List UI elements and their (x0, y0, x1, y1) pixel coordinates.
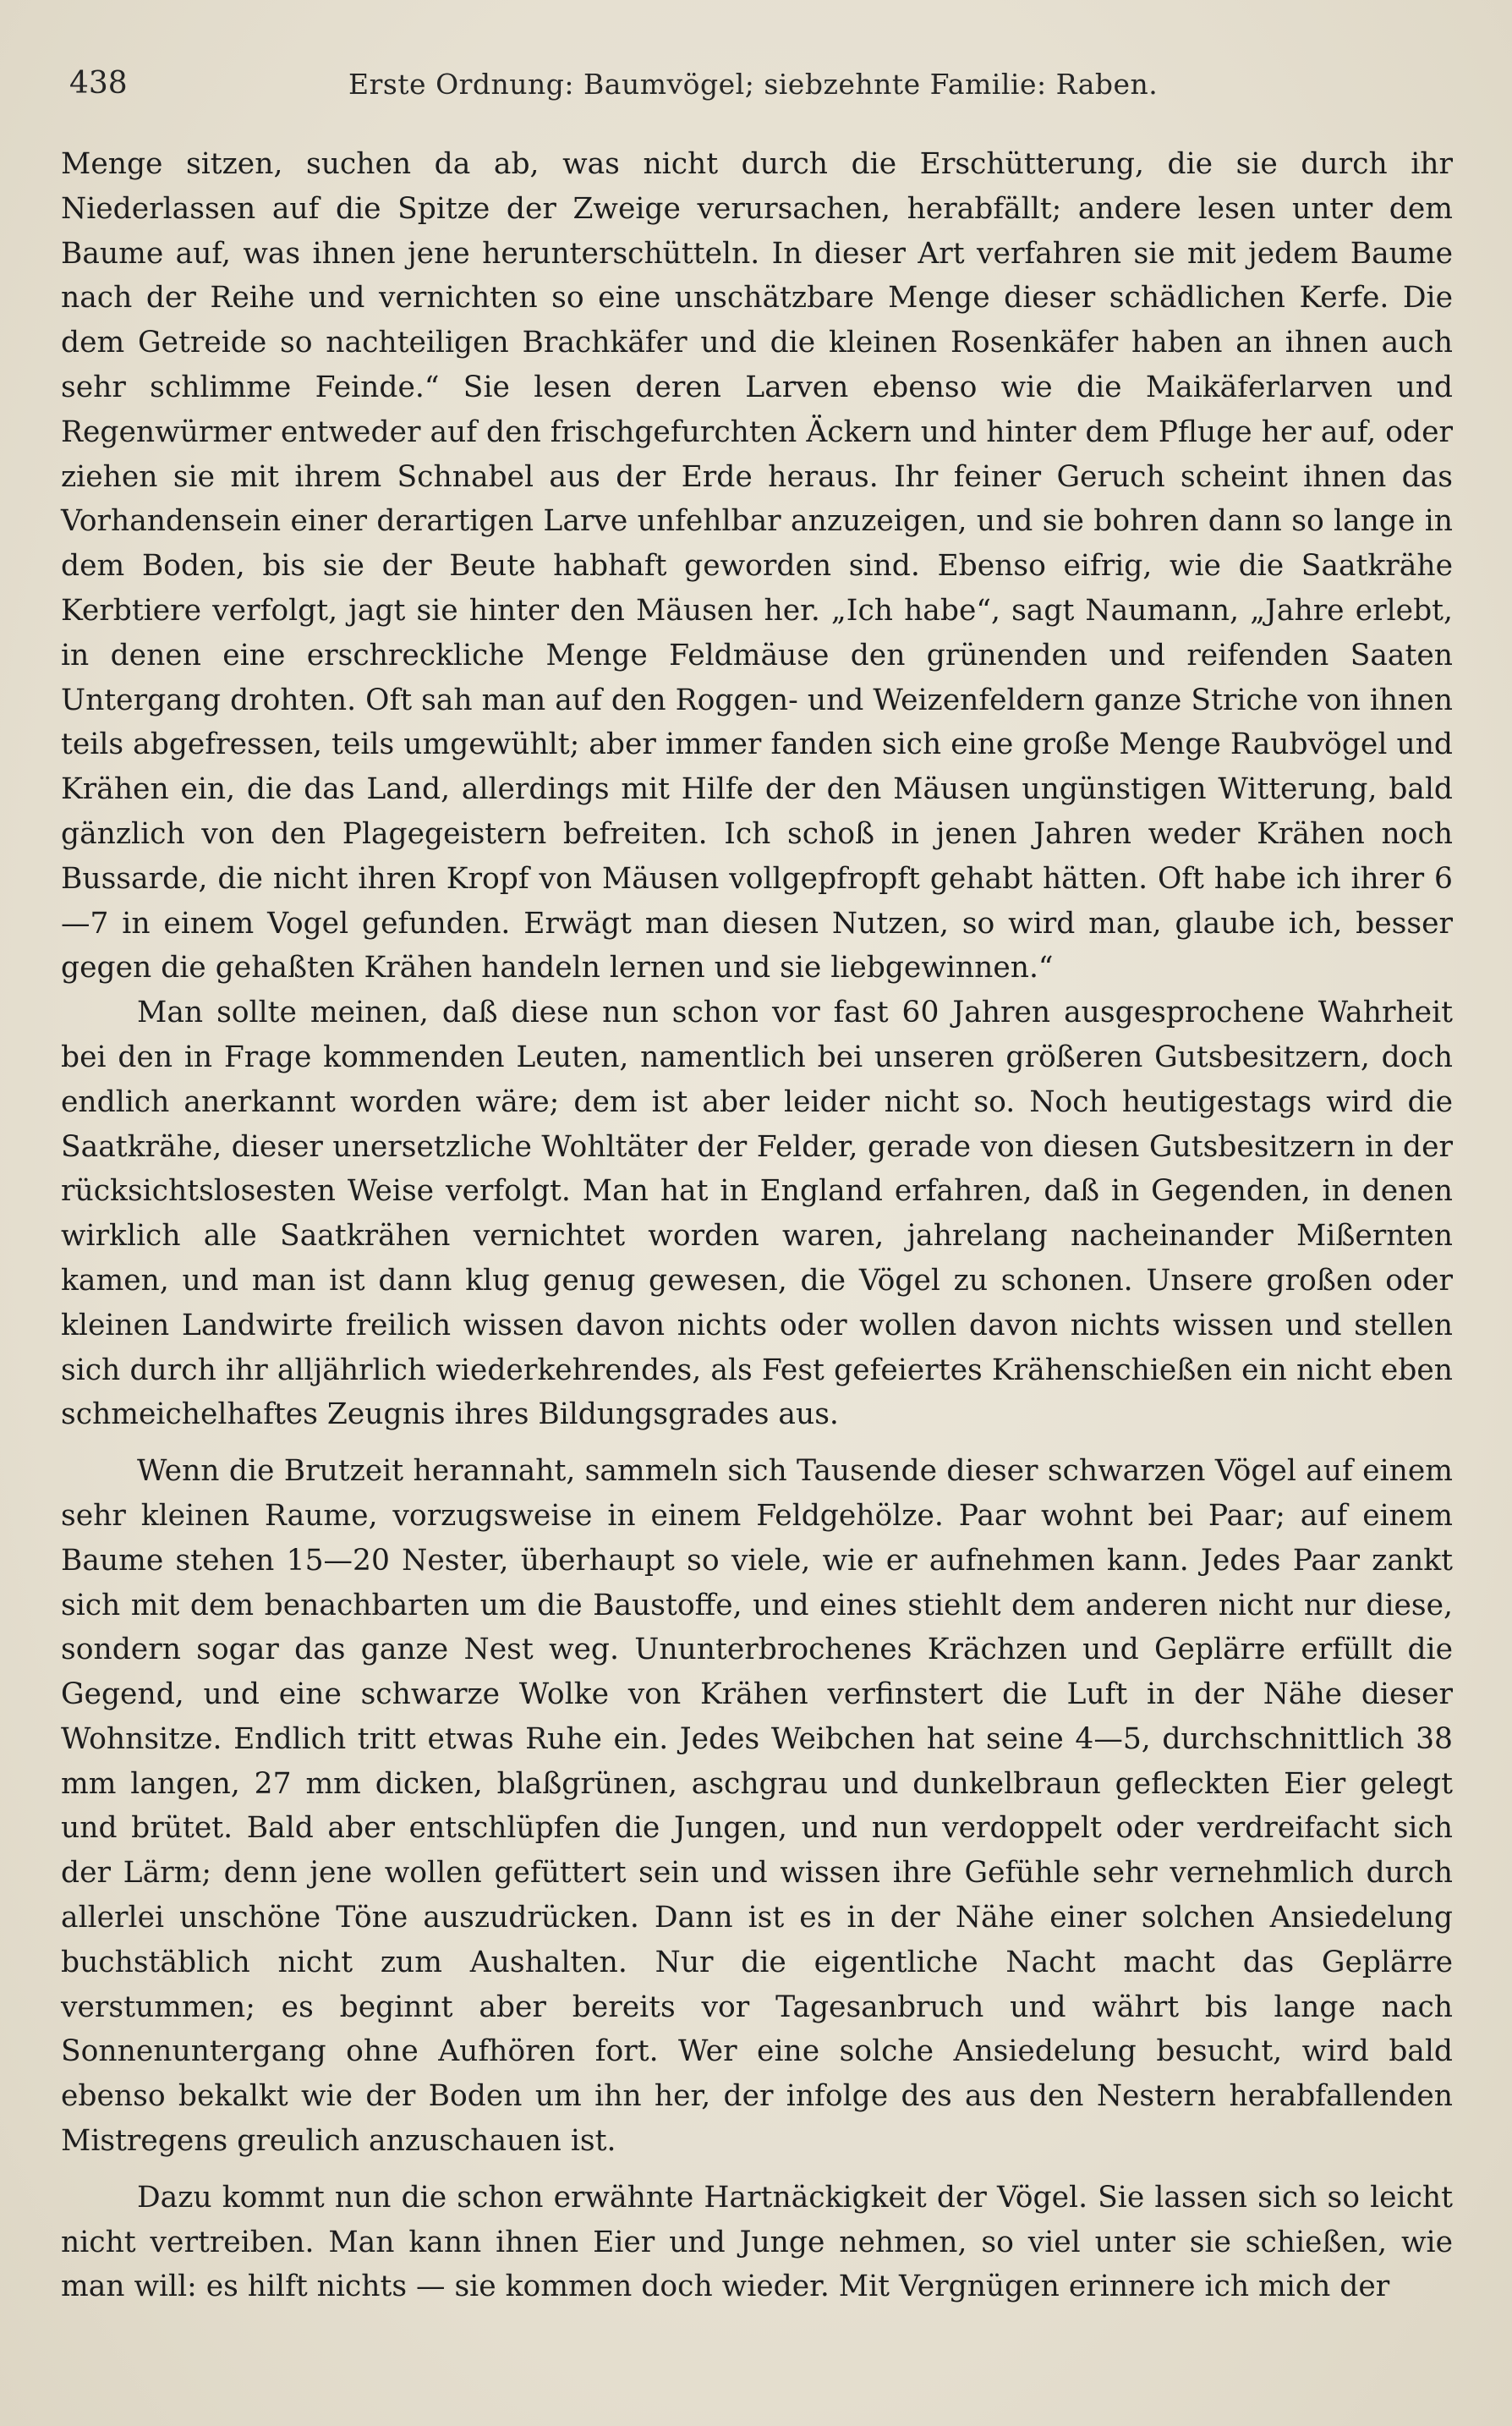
body-text (61, 142, 1453, 2309)
paragraph: Dazu kommt nun die schon erwähnte Hartnäckigkeit der Vögel. Sie lassen sich so leicht nicht vertreiben. Man kann ihnen Eier und Junge nehmen, so viel unter sie schießen, wie man will: es hilft nichts — sie kommen doch wieder. Mit Vergnügen erinnere ich mich der (61, 2180, 1453, 2304)
paragraph: Man sollte meinen, daß diese nun schon vor fast 60 Jahren ausgesprochene Wahrheit bei den in Frage kommenden Leuten, namentlich bei unseren größeren Gutsbesitzern, doch endlich anerkannt worden wäre; dem ist aber leider nicht so. Noch heutigestags wird die Saatkrähe, dieser unersetzliche Wohltäter der Felder, gerade von diesen Gutsbesitzern in der rücksichtslosesten Weise verfolgt. Man hat in England erfahren, daß in Gegenden, in denen wirklich alle Saatkrähen vernichtet worden waren, jahrelang nacheinander Mißernten kamen, und man ist dann klug genug gewesen, die Vögel zu schonen. Unsere großen oder kleinen Landwirte freilich wissen davon nichts oder wollen davon nichts wissen und stellen sich durch ihr alljährlich wiederkehrendes, als Fest gefeiertes Krähenschießen ein nicht eben schmeichelhaftes Zeugnis ihres Bildungsgrades aus. (61, 996, 1453, 1432)
page-header (69, 66, 1448, 117)
page-number: 438 (69, 66, 128, 101)
paragraph: Wenn die Brutzeit herannaht, sammeln sich Tausende dieser schwarzen Vögel auf einem sehr kleinen Raume, vorzugsweise in einem Feldgehölze. Paar wohnt bei Paar; auf einem Baume stehen 15—20 Nester, überhaupt so viele, wie er aufnehmen kann. Jedes Paar zankt sich mit dem benachbarten um die Baustoffe, und eines stiehlt dem anderen nicht nur diese, sondern sogar das ganze Nest weg. Ununterbrochenes Krächzen und Geplärre erfüllt die Gegend, und eine schwarze Wolke von Krähen verfinstert die Luft in der Nähe dieser Wohnsitze. Endlich tritt etwas Ruhe ein. Jedes Weibchen hat seine 4—5, durchschnittlich 38 mm langen, 27 mm dicken, blaßgrünen, aschgrau und dunkelbraun gefleckten Eier gelegt und brütet. Bald aber entschlüpfen die Jungen, und nun verdoppelt oder verdreifacht sich der Lärm; denn jene wollen gefüttert sein und wissen ihre Gefühle sehr vernehmlich durch allerlei unschöne Töne auszudrücken. Dann ist es in der Nähe einer solchen Ansiedelung buchstäblich nicht zum Aushalten. Nur die eigentliche Nacht macht das Geplärre verstummen; es beginnt aber bereits vor Tagesanbruch und währt bis lange nach Sonnenuntergang ohne Aufhören fort. Wer eine solche Ansiedelung besucht, wird bald ebenso bekalkt wie der Boden um ihn her, der infolge des aus den Nestern herabfallenden Mistregens greulich anzuschauen ist. (61, 1454, 1453, 2159)
paragraph-continued: Menge sitzen, suchen da ab, was nicht durch die Erschütterung, die sie durch ihr Niederlassen auf die Spitze der Zweige verursachen, herabfällt; andere lesen unter dem Baume auf, was ihnen jene herunterschütteln. In dieser Art verfahren sie mit jedem Baume nach der Reihe und vernichten so eine unschätzbare Menge dieser schädlichen Kerfe. Die dem Getreide so nachteiligen Brachkäfer und die kleinen Rosenkäfer haben an ihnen auch sehr schlimme Feinde.“ Sie lesen deren Larven ebenso wie die Maikäferlarven und Regenwürmer entweder auf den frischgefurchten Äckern und hinter dem Pfluge her auf, oder ziehen sie mit ihrem Schnabel aus der Erde heraus. Ihr feiner Geruch scheint ihnen das Vorhandensein einer derartigen Larve unfehlbar anzuzeigen, und sie bohren dann so lange in dem Boden, bis sie der Beute habhaft geworden sind. Ebenso eifrig, wie die Saatkrähe Kerbtiere verfolgt, jagt sie hinter den Mäusen her. „Ich habe“, sagt Naumann, „Jahre erlebt, in denen eine erschreckliche Menge Feldmäuse den grünenden und reifenden Saaten Untergang drohten. Oft sah man auf den Roggen- und Weizenfeldern ganze Striche von ihnen teils abgefressen, teils umgewühlt; aber immer fanden sich eine große Menge Raubvögel und Krähen ein, die das Land, allerdings mit Hilfe der den Mäusen ungünstigen Witterung, bald gänzlich von den Plagegeistern befreiten. Ich schoß in jenen Jahren weder Krähen noch Bussarde, die nicht ihren Kropf von Mäusen vollgepfropft gehabt hätten. Oft habe ich ihrer 6—7 in einem Vogel gefunden. Erwägt man diesen Nutzen, so wird man, glaube ich, besser gegen die gehaßten Krähen handeln lernen und sie liebgewinnen.“ (61, 147, 1453, 985)
running-head: Erste Ordnung: Baumvögel; siebzehnte Familie: Raben. (348, 68, 1159, 101)
